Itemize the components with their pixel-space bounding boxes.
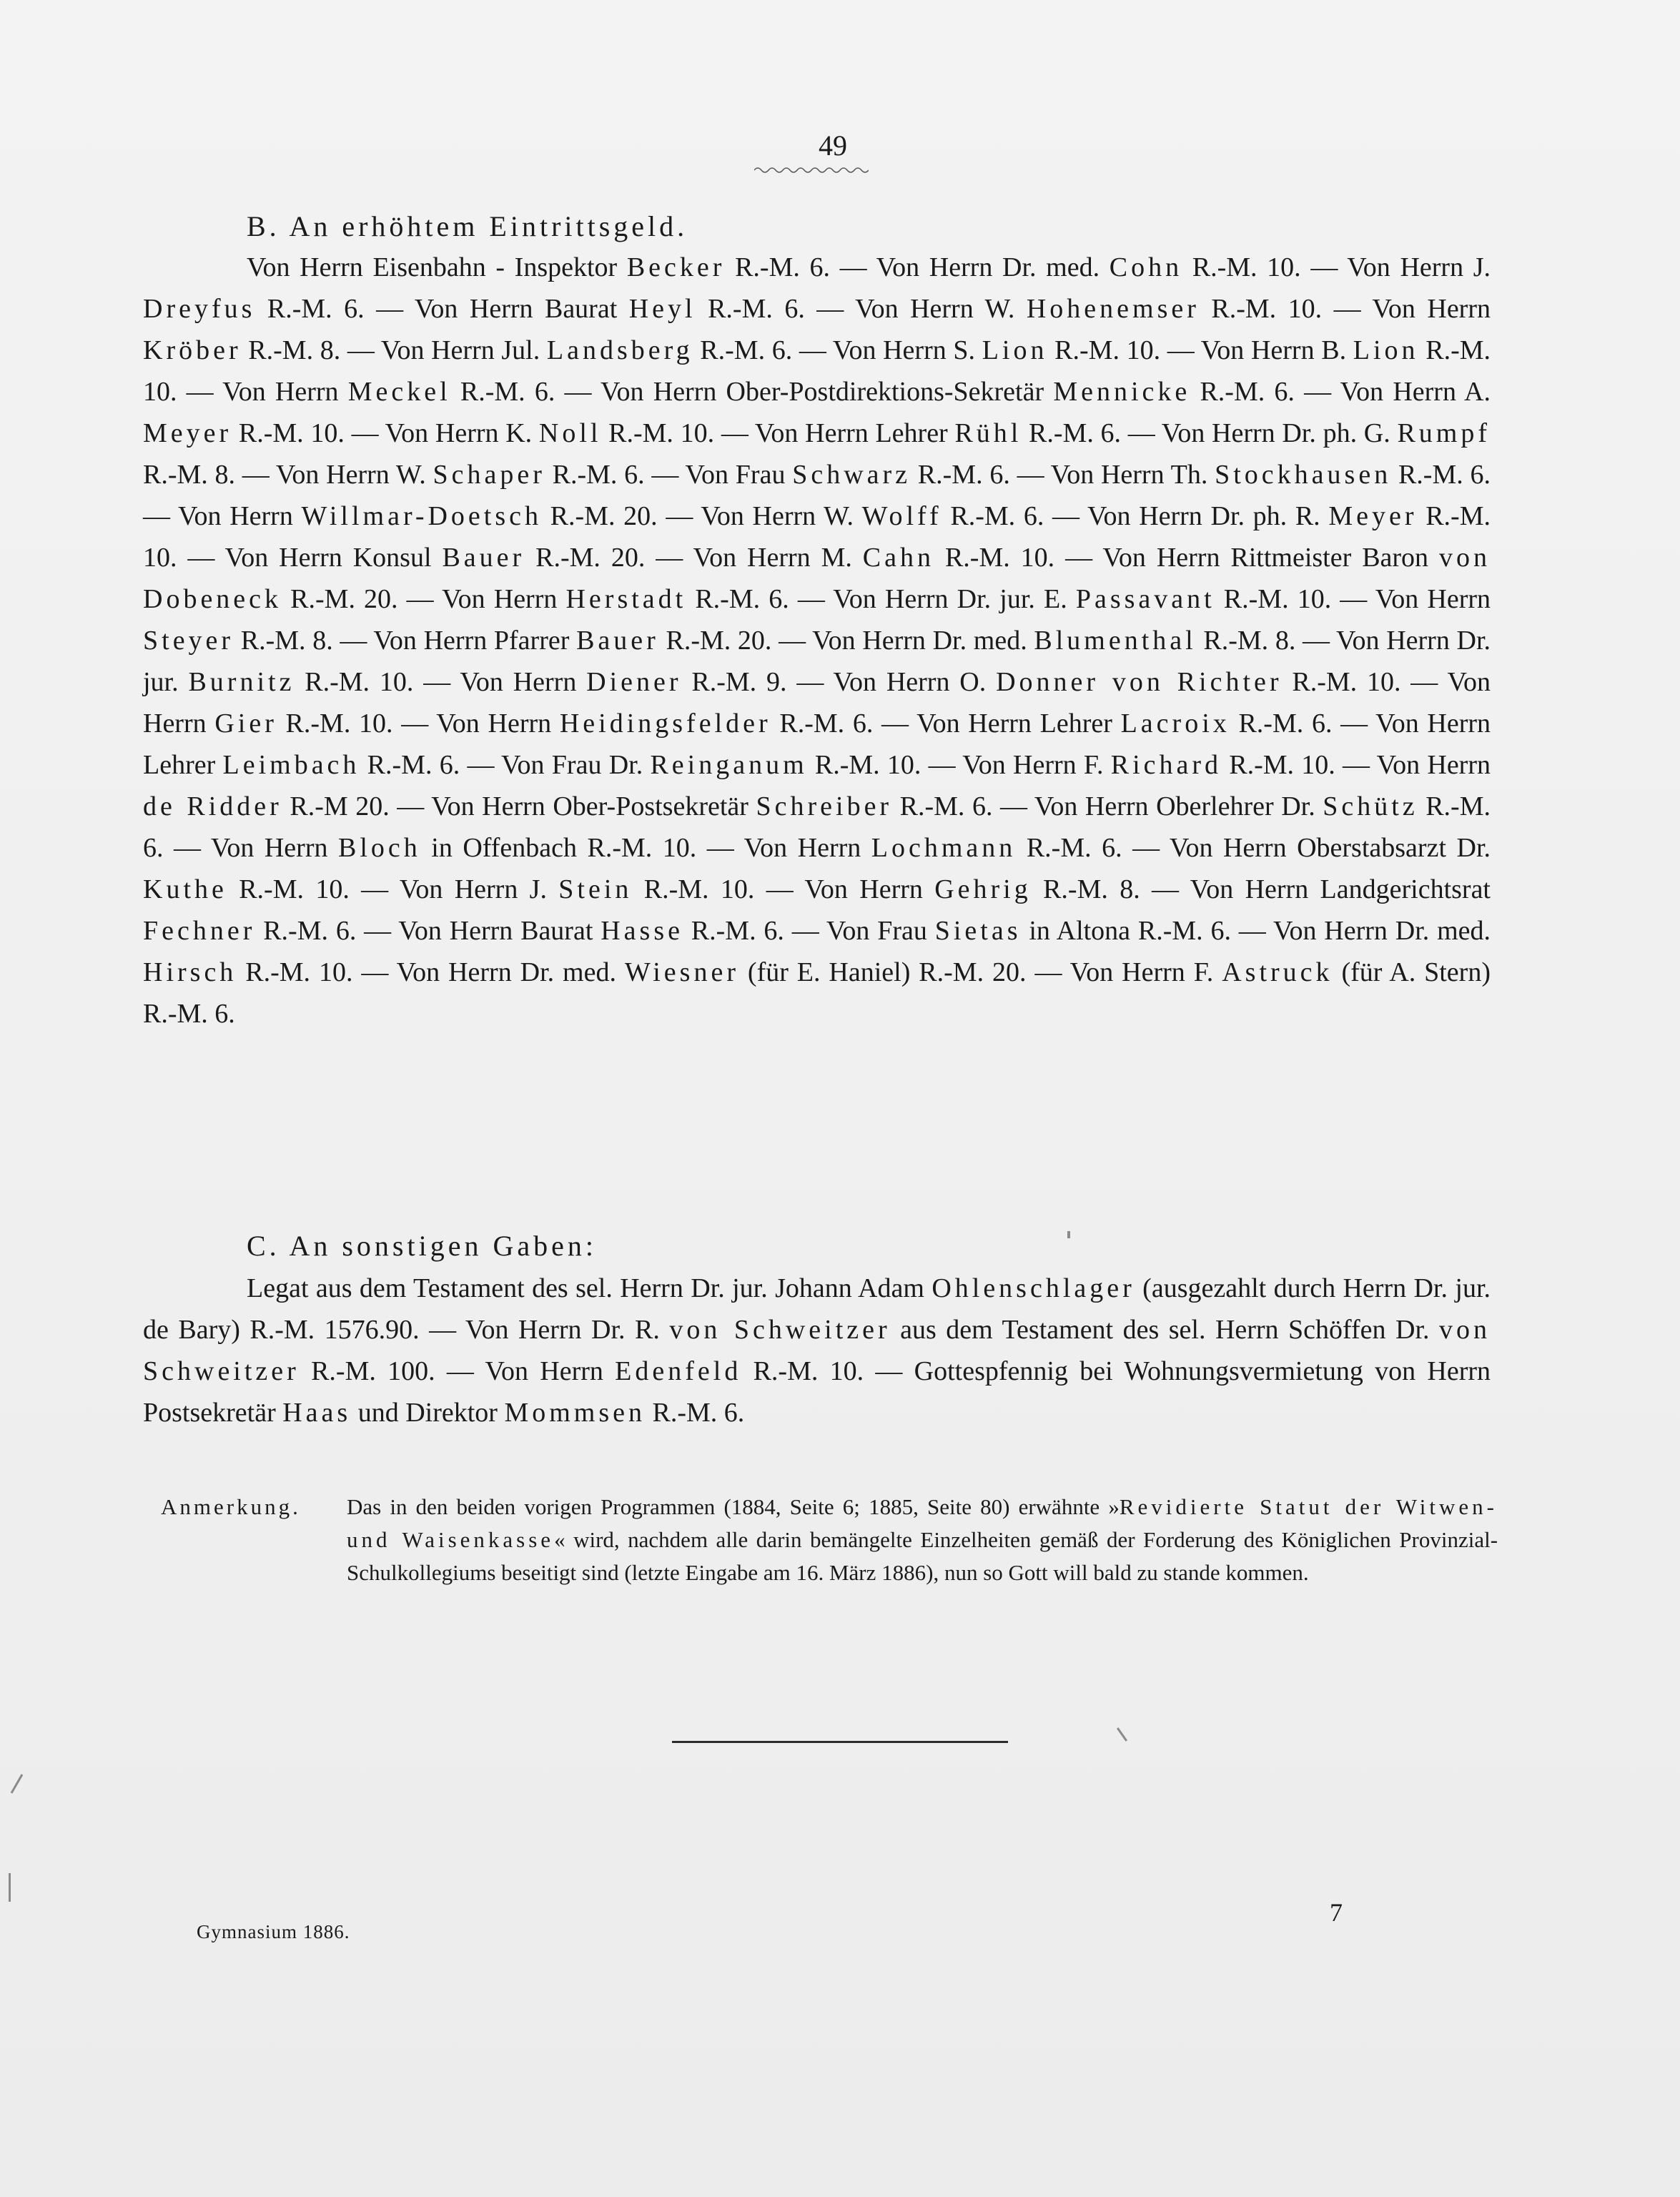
donor-name: Lochmann xyxy=(871,833,1017,863)
text-run: R.-M. 10. — Von Herrn xyxy=(1199,294,1491,324)
text-run: R.-M 20. — Von Herrn Ober-Postsekretär xyxy=(282,791,756,821)
footer-signature: Gymnasium 1886. xyxy=(197,1921,350,1942)
donor-name: Meyer xyxy=(143,418,232,448)
text-run: R.-M. 6. — Von Herrn Baurat xyxy=(255,916,601,946)
text-run: R.-M. 20. — Von Herrn Dr. med. xyxy=(658,626,1034,656)
text-run: Legat aus dem Testament des sel. Herrn Dr. jur. Johann Adam xyxy=(247,1273,932,1303)
text-run: R.-M. 10. — Von Herrn J. xyxy=(1182,252,1491,282)
text-run: R.-M. 6. — Von Herrn Dr. jur. E. xyxy=(686,584,1076,614)
donor-name: Hirsch xyxy=(143,957,237,987)
text-run: R.-M. 6. — Von Herrn Oberlehrer Dr. xyxy=(892,791,1323,821)
note-label: Anmerkung. xyxy=(161,1494,301,1519)
donor-name: Lion xyxy=(982,335,1048,365)
donor-name: Lacroix xyxy=(1120,709,1230,739)
donor-name: Meckel xyxy=(347,377,451,407)
donor-name: Kröber xyxy=(143,335,242,365)
text-run: R.-M. 10. — Von Herrn Dr. med. xyxy=(237,957,625,987)
text-run: R.-M. 10. — Gottespfennig bei Wohnungsvermietung von Herrn Postsekretär xyxy=(143,1356,1491,1428)
donor-name: Schwarz xyxy=(792,460,911,490)
donor-name: Haas xyxy=(282,1398,352,1428)
donor-name: Meyer xyxy=(1328,501,1418,531)
text-run: R.-M. 6. — Von Herrn Oberstabsarzt Dr. xyxy=(1016,833,1491,863)
text-run: in Altona R.-M. 6. — Von Herrn Dr. med. xyxy=(1021,916,1491,946)
text-run: R.-M. 10. — Von Herrn B. xyxy=(1047,335,1353,365)
text-run: R.-M. 6. xyxy=(646,1398,745,1428)
text-run: (für E. Haniel) R.-M. 20. — Von Herrn F. xyxy=(738,957,1222,987)
donor-name: Sietas xyxy=(934,916,1022,946)
donor-name: Diener xyxy=(586,667,682,697)
donor-name: Heidingsfelder xyxy=(559,709,771,739)
donor-name: von Dobeneck xyxy=(143,543,1491,614)
donor-name: Blumenthal xyxy=(1034,626,1197,656)
text-run: R.-M. 6. — Von Herrn Ober-Postdirektions-Sekretär xyxy=(450,377,1054,407)
donor-name: Revidierte Statut der Witwen- und Waisenkasse xyxy=(347,1494,1498,1552)
donor-name: Richard xyxy=(1110,750,1222,780)
text-run: R.-M. 100. — Von Herrn xyxy=(299,1356,616,1386)
donor-name: Schütz xyxy=(1323,791,1418,821)
page-number: 49 xyxy=(819,129,847,162)
donor-name: Burnitz xyxy=(188,667,295,697)
text-run: R.-M. 6. — Von Frau xyxy=(545,460,793,490)
text-run: R.-M. 8. — Von Herrn Landgerichtsrat xyxy=(1031,874,1491,904)
donor-name: Mennicke xyxy=(1053,377,1191,407)
donor-name: Ohlenschlager xyxy=(932,1273,1135,1303)
donor-name: Rumpf xyxy=(1397,418,1491,448)
text-run: R.-M. 6. — Von Herrn Lehrer xyxy=(771,709,1121,739)
donor-name: Mommsen xyxy=(504,1398,646,1428)
footer-sheet-number: 7 xyxy=(1330,1898,1343,1927)
donor-name: Fechner xyxy=(143,916,256,946)
text-run: (ausgezahlt durch Herrn Dr. jur. de Bary) R.-M. 1576.90. — Von Herrn Dr. R. xyxy=(143,1273,1491,1345)
donor-name: Lion xyxy=(1353,335,1419,365)
text-run: R.-M. 10. — Von Herrn J. xyxy=(227,874,559,904)
text-run: R.-M. 10. — Von Herrn xyxy=(143,335,1491,407)
donor-name: von Schweitzer xyxy=(143,1315,1491,1386)
text-run: R.-M. 10. — Von Herrn xyxy=(1215,584,1491,614)
donor-name: Stein xyxy=(558,874,633,904)
note-body xyxy=(347,1491,1498,1589)
text-run: R.-M. 10. — Von Herrn Lehrer xyxy=(601,418,955,448)
text-run: R.-M. 10. — Von Herrn Konsul xyxy=(143,501,1491,573)
donor-name: von Schweitzer xyxy=(669,1315,891,1345)
text-run: R.-M. 10. — Von Herrn xyxy=(295,667,587,697)
donor-name: Noll xyxy=(538,418,602,448)
text-run: R.-M. 6. — Von Herrn S. xyxy=(693,335,982,365)
donor-name: Bauer xyxy=(442,543,525,573)
text-run: R.-M. 6. — Von Herrn W. xyxy=(696,294,1027,324)
donor-name: Hohenemser xyxy=(1026,294,1200,324)
donor-name: Kuthe xyxy=(143,874,227,904)
donor-name: Reinganum xyxy=(650,750,808,780)
text-run: R.-M. 10. — Von Herrn K. xyxy=(232,418,539,448)
donor-name: de Ridder xyxy=(143,791,282,821)
text-run: (für A. Stern) R.-M. 6. xyxy=(143,957,1491,1029)
text-run: R.-M. 6. — Von Frau Dr. xyxy=(360,750,651,780)
donor-name: Gehrig xyxy=(934,874,1032,904)
text-run: R.-M. 20. — Von Herrn M. xyxy=(525,543,863,573)
text-run: Das in den beiden vorigen Programmen (1884, Seite 6; 1885, Seite 80) erwähnte » xyxy=(347,1494,1120,1519)
scan-speck xyxy=(11,1774,24,1793)
donor-name: Gier xyxy=(214,709,277,739)
text-run: R.-M. 10. — Von Herrn xyxy=(1222,750,1491,780)
donor-name: Schaper xyxy=(433,460,545,490)
text-run: R.-M. 10. — Von Herrn xyxy=(277,709,560,739)
donor-name: Schreiber xyxy=(756,791,893,821)
end-rule xyxy=(672,1741,1008,1743)
donor-name: Stockhausen xyxy=(1215,460,1392,490)
donor-name: Wolff xyxy=(861,501,942,531)
text-run: R.-M. 6. — Von Herrn Lehrer xyxy=(143,709,1491,780)
donor-name: Donner von Richter xyxy=(996,667,1283,697)
donor-name: Cahn xyxy=(862,543,935,573)
donor-name: Becker xyxy=(626,252,726,282)
text-run: R.-M. 8. — Von Herrn W. xyxy=(143,460,433,490)
text-run: R.-M. 6. — Von Herrn Th. xyxy=(911,460,1215,490)
text-run: R.-M. 6. — Von Herrn Dr. ph. G. xyxy=(1022,418,1398,448)
donor-name: Cohn xyxy=(1109,252,1183,282)
text-run: R.-M. 6. — Von Herrn xyxy=(143,460,1491,531)
text-run: R.-M. 8. — Von Herrn Pfarrer xyxy=(234,626,577,656)
text-run: R.-M. 20. — Von Herrn xyxy=(282,584,566,614)
donor-name: Landsberg xyxy=(546,335,693,365)
scan-speck xyxy=(9,1873,11,1902)
section-b-body xyxy=(143,247,1491,1035)
text-run: R.-M. 8. — Von Herrn Dr. jur. xyxy=(143,626,1491,697)
section-c-body xyxy=(143,1268,1491,1433)
donor-name: Wiesner xyxy=(624,957,739,987)
text-run: aus dem Testament des sel. Herrn Schöffen Dr. xyxy=(890,1315,1439,1345)
donor-name: Passavant xyxy=(1075,584,1215,614)
text-run: R.-M. 6. — Von Herrn Dr. ph. R. xyxy=(942,501,1329,531)
donor-name: Bloch xyxy=(338,833,421,863)
donor-name: Edenfeld xyxy=(615,1356,742,1386)
section-c-heading: C. An sonstigen Gaben: xyxy=(247,1230,597,1262)
donor-name: Bauer xyxy=(576,626,659,656)
text-run: R.-M. 10. — Von Herrn xyxy=(632,874,935,904)
text-run: Von Herrn Eisenbahn - Inspektor xyxy=(247,252,627,282)
text-run: R.-M. 10. — Von Herrn Rittmeister Baron xyxy=(934,543,1439,573)
scan-speck xyxy=(1117,1727,1127,1742)
text-run: R.-M. 6. — Von Herrn xyxy=(143,791,1491,863)
text-run: R.-M. 6. — Von Herrn A. xyxy=(1190,377,1491,407)
donor-name: Astruck xyxy=(1222,957,1333,987)
donor-name: Herstadt xyxy=(565,584,687,614)
donor-name: Hasse xyxy=(601,916,683,946)
donor-name: Rühl xyxy=(954,418,1022,448)
text-run: R.-M. 6. — Von Herrn Dr. med. xyxy=(725,252,1110,282)
text-run: in Offenbach R.-M. 10. — Von Herrn xyxy=(420,833,871,863)
text-run: R.-M. 10. — Von Herrn F. xyxy=(807,750,1111,780)
donor-name: Willmar-Doetsch xyxy=(301,501,543,531)
text-run: und Direktor xyxy=(351,1398,505,1428)
donor-name: Heyl xyxy=(628,294,696,324)
text-run: R.-M. 8. — Von Herrn Jul. xyxy=(241,335,547,365)
text-run: R.-M. 10. — Von Herrn xyxy=(143,667,1491,739)
page-number-ornament xyxy=(754,166,869,174)
text-run: R.-M. 20. — Von Herrn W. xyxy=(542,501,862,531)
text-run: R.-M. 6. — Von Frau xyxy=(683,916,935,946)
text-run: R.-M. 6. — Von Herrn Baurat xyxy=(255,294,629,324)
donor-name: Dreyfus xyxy=(143,294,256,324)
text-run: R.-M. 9. — Von Herrn O. xyxy=(681,667,997,697)
scan-speck xyxy=(1067,1231,1070,1238)
section-b-heading: B. An erhöhtem Eintrittsgeld. xyxy=(247,210,688,242)
donor-name: Leimbach xyxy=(222,750,360,780)
text-run: « wird, nachdem alle darin bemängelte Einzelheiten gemäß der Forderung des Königlichen Provinzial-Schulkollegiums beseitigt sind (letzte Eingabe am 16. März 1886), nun so Gott will bald zu stande kommen. xyxy=(347,1527,1498,1585)
donor-name: Steyer xyxy=(143,626,234,656)
